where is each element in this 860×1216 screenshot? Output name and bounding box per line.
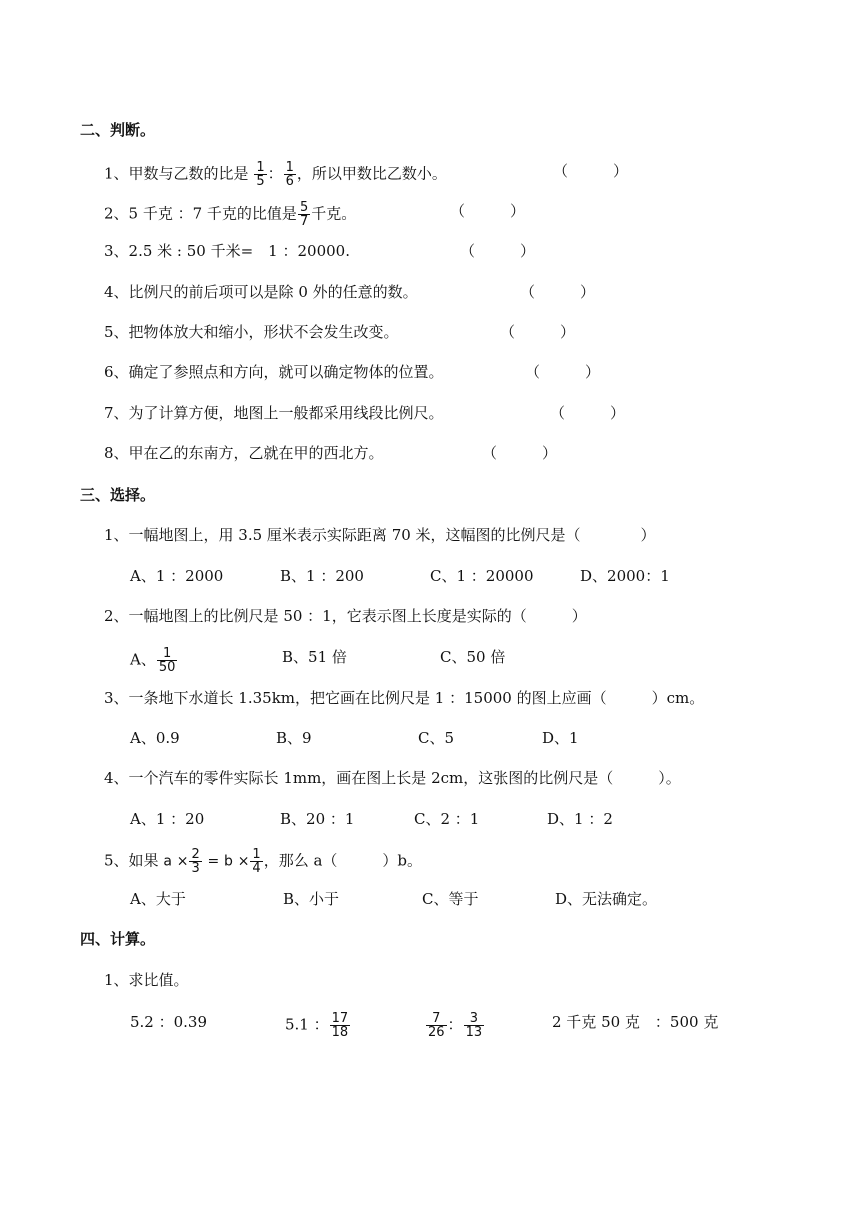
choice-q2-a-label: A、 [130,650,156,669]
judge-q3: 3、2.5 米 : 50 千米= 1 ：20000. [104,242,350,260]
variable-a: a [163,853,172,870]
answer-paren-j7[interactable]: （ ） [550,404,626,422]
times-sign: × [176,853,189,870]
choice-q1-a[interactable]: A、1 ：2000 [130,567,224,585]
judge-q1 [104,161,447,188]
times-sign: × [237,853,250,870]
ratio-colon: ： [267,164,283,183]
judge-q4: 4、比例尺的前后项可以是除 0 外的任意的数。 [104,283,418,301]
fraction-2-3: $\frac{2}{3}$ [191,847,200,876]
fraction-17-18: $\frac{17}{18}$ [331,1011,349,1040]
choice-q5-b[interactable]: B、小于 [283,890,340,908]
choice-q3: 3、一条地下水道长 1.35km，把它画在比例尺是 1 ：15000 的图上应画（ ）cm。 [104,689,705,707]
choice-q3-c[interactable]: C、5 [418,729,455,747]
choice-q5-c[interactable]: C、等于 [422,890,479,908]
choice-q3-b[interactable]: B、9 [276,729,312,747]
choice-q4: 4、一个汽车的零件实际长 1mm，画在图上长是 2cm，这张图的比例尺是（ ）。 [104,769,681,787]
fraction-1-6: $\frac{1}{6}$ [285,160,294,189]
judge-q1-text: 1、甲数与乙数的比是 [104,164,249,183]
choice-q4-c[interactable]: C、2 ：1 [414,810,480,828]
choice-q5-d[interactable]: D、无法确定。 [555,890,658,908]
judge-q1-tail: ，所以甲数比乙数小。 [296,164,447,183]
fraction-5-7: $\frac{5}{7}$ [299,200,309,229]
answer-paren-j2[interactable]: （ ） [450,202,526,220]
choice-q5-text: 5、如果 [104,851,159,870]
judge-q2 [104,201,356,228]
fraction-1-4: $\frac{1}{4}$ [252,847,261,876]
fraction-1-50: $\frac{1}{50}$ [158,646,176,675]
choice-q3-a[interactable]: A、0.9 [130,729,180,747]
calc-expr-1: 5.2 ：0.39 [130,1013,208,1031]
judge-q8: 8、甲在乙的东南方，乙就在甲的西北方。 [104,444,384,462]
equals-sign: = [207,853,220,870]
choice-q2-b[interactable]: B、51 倍 [282,648,347,666]
judge-q2-tail: 千克。 [311,204,357,223]
choice-q4-b[interactable]: B、20 ：1 [280,810,355,828]
answer-paren-j3[interactable]: （ ） [460,242,536,260]
answer-paren-j8[interactable]: （ ） [482,444,558,462]
section-2-title: 二、判断。 [80,121,156,139]
choice-q1-d[interactable]: D、2000：1 [580,567,670,585]
calc-expr-2 [285,1012,351,1039]
choice-q3-d[interactable]: D、1 [542,729,579,747]
judge-q2-text: 2、5 千克 ：7 千克的比值是 [104,204,297,223]
choice-q1: 1、一幅地图上，用 3.5 厘米表示实际距离 70 米，这幅图的比例尺是（ ） [104,526,656,544]
choice-q1-c[interactable]: C、1 ：20000 [430,567,534,585]
calc-q1: 1、求比值。 [104,971,189,989]
section-3-title: 三、选择。 [80,486,156,504]
choice-q2: 2、一幅地图上的比例尺是 50 ：1，它表示图上长度是实际的（ ） [104,607,587,625]
judge-q5: 5、把物体放大和缩小，形状不会发生改变。 [104,323,399,341]
judge-q7: 7、为了计算方便，地图上一般都采用线段比例尺。 [104,404,444,422]
calc-expr-4: 2 千克 50 克 ：500 克 [552,1013,719,1031]
calc-expr-3 [425,1012,485,1039]
answer-paren-j6[interactable]: （ ） [525,363,601,381]
calc-expr-2-text: 5.1 ： [285,1015,329,1034]
answer-paren-j1[interactable]: （ ） [553,162,629,180]
answer-paren-j4[interactable]: （ ） [520,283,596,301]
fraction-7-26: $\frac{7}{26}$ [428,1011,445,1040]
judge-q6: 6、确定了参照点和方向，就可以确定物体的位置。 [104,363,444,381]
choice-q2-c[interactable]: C、50 倍 [440,648,506,666]
answer-paren-j5[interactable]: （ ） [500,323,576,341]
choice-q5-tail: ，那么 a（ ）b。 [263,851,423,870]
fraction-1-5: $\frac{1}{5}$ [256,160,265,189]
section-4-title: 四、计算。 [80,930,156,948]
choice-q5 [104,848,422,875]
choice-q1-b[interactable]: B、1 ：200 [280,567,364,585]
ratio-colon: ： [447,1015,463,1034]
choice-q4-a[interactable]: A、1 ：20 [130,810,205,828]
choice-q4-d[interactable]: D、1 ：2 [547,810,613,828]
fraction-3-13: $\frac{3}{13}$ [465,1011,483,1040]
choice-q5-a[interactable]: A、大于 [130,890,186,908]
variable-b: b [224,853,233,870]
choice-q2-a[interactable] [130,647,178,674]
